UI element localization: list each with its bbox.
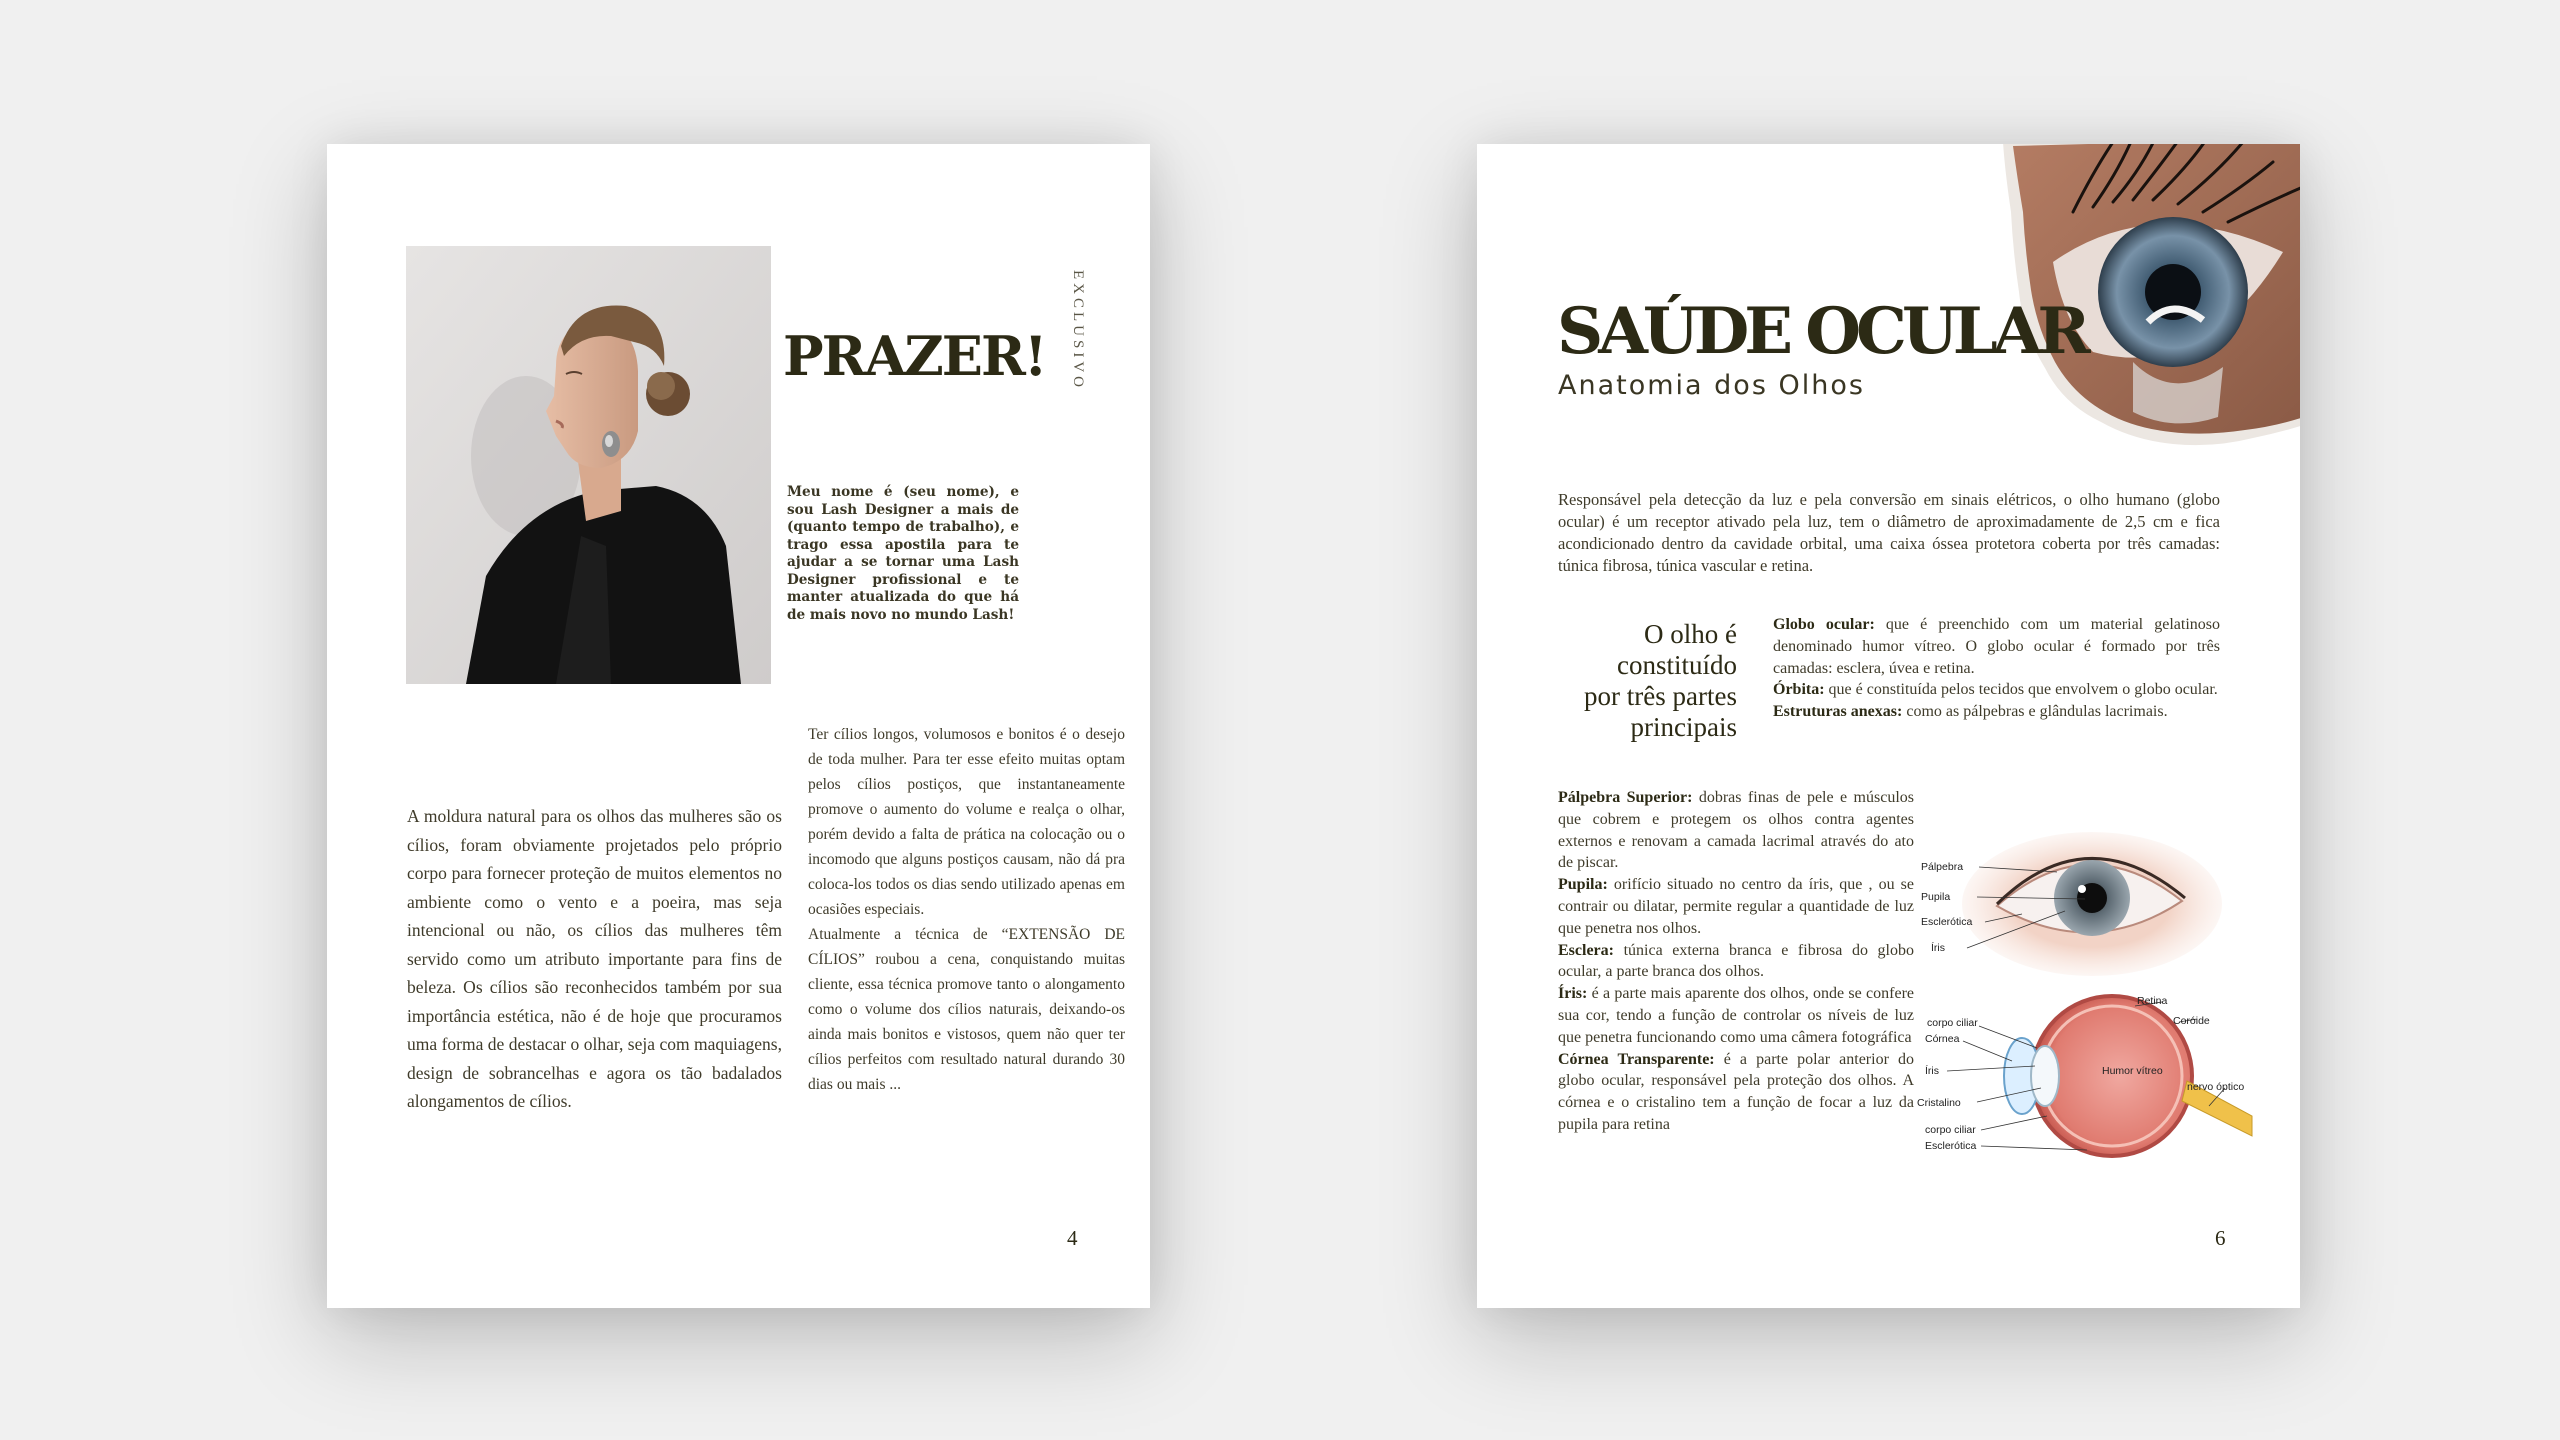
term-description: que é constituída pelos tecidos que envolvem o globo ocular.: [1824, 681, 2218, 699]
list-item: [1558, 787, 1914, 874]
label-nervo-optico: nervo óptico: [2187, 1081, 2245, 1093]
label-iris: Íris: [1925, 1065, 1939, 1077]
term-description: é a parte polar anterior do globo ocular, responsável pela proteção dos olhos. A córnea e o cristalino tem a função de focar a luz da pupila para retina: [1558, 1050, 1914, 1133]
page-subtitle: Anatomia dos Olhos: [1558, 370, 1865, 401]
heading-line: por três partes: [1584, 681, 1737, 711]
term-label: Córnea Transparente:: [1558, 1050, 1715, 1068]
list-item: [1558, 983, 1914, 1048]
term-label: Estruturas anexas:: [1773, 703, 1903, 721]
portrait-photo: [406, 246, 771, 684]
list-item: [1558, 940, 1914, 984]
label-humor-vitreo: Humor vítreo: [2102, 1065, 2163, 1077]
page-title-saude-ocular: SAÚDE OCULAR: [1557, 294, 2086, 369]
label-pupila: Pupila: [1921, 891, 1951, 903]
body-paragraph: Ter cílios longos, volumosos e bonitos é o desejo de toda mulher. Para ter esse efeito muitas optam pelos cílios postiços, que instantaneamente promove o aumento do volume e realça o olhar, porém devido a falta de prática na colocação ou o incomodo que alguns postiços causam, não dá pra coloca-los todos os dias sendo utilizado apenas em ocasiões especiais.: [808, 726, 1125, 918]
body-paragraph: Atualmente a técnica de “EXTENSÃO DE CÍLIOS” roubou a cena, conquistando muitas cliente, essa técnica promove tanto o alongamento como o volume dos cílios naturais, deixando-os ainda mais bonitos e vistosos, quem não quer ter cílios perfeitos com resultado natural durando 30 dias ou mais ...: [808, 926, 1125, 1093]
term-description: túnica externa branca e fibrosa do globo ocular, a parte branca dos olhos.: [1558, 941, 1914, 981]
vertical-label-exclusivo: EXCLUSIVO: [1070, 270, 1086, 391]
term-label: Pupila:: [1558, 876, 1608, 894]
heading-line: principais: [1630, 712, 1737, 742]
term-label: Órbita:: [1773, 681, 1825, 699]
term-label: Pálpebra Superior:: [1558, 789, 1693, 806]
term-description: é a parte mais aparente dos olhos, onde se confere sua cor, tendo a função de controlar os níveis de luz que penetra funcionando como uma câmera fotográfica: [1558, 985, 1914, 1046]
page-left: [327, 144, 1150, 1308]
list-item: [1558, 874, 1914, 939]
list-item: [1773, 614, 2220, 679]
anatomy-terms-list: [1558, 787, 1914, 1136]
term-label: Globo ocular:: [1773, 616, 1875, 633]
page-number: 6: [2215, 1226, 2226, 1250]
label-palpebra: Pálpebra: [1921, 861, 1964, 873]
body-text-right-column: [808, 722, 1125, 1097]
label-cristalino: Cristalino: [1917, 1097, 1961, 1109]
body-text-left-column: A moldura natural para os olhos das mulheres são os cílios, foram obviamente projetados pelo próprio corpo para fornecer proteção de muitos elementos no ambiente como o vento e a poeira, mas seja intencional ou não, os cílios das mulheres têm servido como um atributo importante para fins de beleza. Os cílios são reconhecidos também por sua importância estética, não é de hoje que procuramos uma forma de destacar o olhar, seja com maquiagens, design de sobrancelhas e agora os tão badalados alongamentos de cílios.: [407, 806, 782, 1111]
page-right: [1477, 144, 2300, 1308]
term-description: orifício situado no centro da íris, que , ou se contrair ou dilatar, permite regular a quantidade de luz que penetra nos olhos.: [1558, 876, 1914, 937]
label-retina: Retina: [2137, 995, 2168, 1007]
label-coroide: Coróide: [2173, 1015, 2210, 1027]
list-item: [1558, 1049, 1914, 1136]
list-item: [1773, 679, 2220, 701]
label-esclerotica: Esclerótica: [1925, 1140, 1977, 1152]
term-description: como as pálpebras e glândulas lacrimais.: [1902, 703, 2168, 721]
eye-cross-section: [2004, 996, 2252, 1156]
label-iris: Íris: [1931, 942, 1945, 954]
three-parts-heading: [1537, 619, 1737, 743]
term-description: dobras finas de pele e músculos que cobrem e protegem os olhos contra agentes externos e renovam a camada lacrimal através do ato de piscar.: [1558, 789, 1914, 872]
term-label: Íris:: [1558, 985, 1588, 1003]
label-esclerotica: Esclerótica: [1921, 916, 1973, 928]
intro-paragraph: Meu nome é (seu nome), e sou Lash Designer a mais de (quanto tempo de trabalho), e trago essa apostila para te ajudar a se tornar uma Lash Designer profissional e te manter atualizada do que há de mais novo no mundo Lash!: [787, 484, 1019, 623]
eye-parts-list: [1773, 614, 2220, 723]
label-cornea: Córnea: [1925, 1033, 1960, 1045]
woman-portrait-image: [406, 246, 771, 684]
heading-line: O olho é: [1644, 619, 1737, 649]
list-item: [1773, 701, 2220, 723]
intro-paragraph: Responsável pela detecção da luz e pela conversão em sinais elétricos, o olho humano (globo ocular) é um receptor ativado pela luz, tem o diâmetro de aproximadamente de 2,5 cm e fica acondicionado dentro da cavidade orbital, uma caixa óssea protetora coberta por três camadas: túnica fibrosa, túnica vascular e retina.: [1558, 490, 2220, 575]
page-title-prazer: PRAZER!: [783, 324, 1046, 388]
label-corpo-ciliar: corpo ciliar: [1927, 1017, 1978, 1029]
eye-anatomy-diagram: [1917, 776, 2287, 1166]
page-number: 4: [1067, 1226, 1078, 1250]
term-label: Esclera:: [1558, 941, 1614, 959]
heading-line: constituído: [1617, 650, 1737, 680]
label-corpo-ciliar: corpo ciliar: [1925, 1124, 1976, 1136]
term-description: que é preenchido com um material gelatinoso denominado humor vítreo. O globo ocular é formado por três camadas: esclera, úvea e retina.: [1773, 616, 2220, 677]
